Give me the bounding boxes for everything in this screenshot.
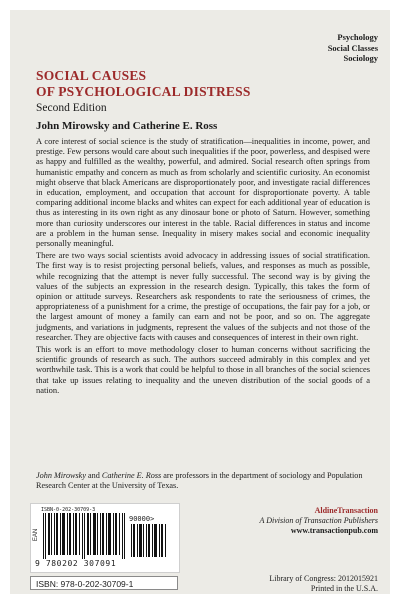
blurb-paragraph: A core interest of social science is the study of stratification—inequalities in income, power, and prestige. Few persons would care about such inequalities if the poor, powerless, and despised were as happy and fulfilled as the wealthy, powerful, and admired. Social research often springs from humanistic empathy and concern as much as from scholarly and scientific curiosity. An economist might observe that black Americans are disproportionately poor, and investigate racial differences in education, employment, and occupation that account for disproportionate poverty. A table comparing additional income blacks and whites can expect for each additional year of education is thus as interesting in its own right as any dinosaur bone or photo of Saturn. However, something more than curiosity underscores our interest in the table. Racial differences in status and income are a problem in the human sense. Inequality in misery makes social and economic inequality personally meaningful. xyxy=(36,136,370,249)
subject-item: Sociology xyxy=(343,53,378,63)
isbn-label: ISBN: 978-0-202-30709-1 xyxy=(30,576,178,590)
bio-author-1: John Mirowsky xyxy=(36,471,86,480)
barcode-digits: 9 780202 307091 xyxy=(35,559,117,568)
bio-author-2: Catherine E. Ross xyxy=(101,471,162,480)
barcode-isbn-text: ISBN-0-202-30709-3 xyxy=(41,507,96,513)
publisher-name: AldineTransaction xyxy=(314,506,378,515)
barcode-price-code: 90000> xyxy=(129,515,155,523)
library-info xyxy=(269,574,378,594)
library-of-congress: Library of Congress: 2012015921 xyxy=(269,574,378,583)
blurb-paragraph: This work is an effort to move methodology closer to human concerns without sacrificing the scientific grounds of research as such. The authors succeed admirably in this complex and yet worthwhile task. This is a work that could be helpful to those in all branches of the social sciences that take up issues relating to inequality and the uneven distribution of the social goods of a nation. xyxy=(36,344,370,395)
publisher-url: www.transactionpub.com xyxy=(290,526,378,535)
blurb-paragraph: There are two ways social scientists avoid advocacy in addressing issues of social stratification. The first way is to resist projecting personal beliefs, values, and responses as much as possible, while recognizing that the attempt is never fully successful. The second way is by giving the values of the subjects an expression in the research design. Typically, this takes the form of opinion or attitude surveys. Researchers ask respondents to rate the seriousness of crimes, the appropriateness of a punishment for a crime, the prestige of occupations, the fair pay for a job, or the largest amount of money a family can earn and not be poor, and so on. The aggregate judgments, and variations in judgments, represent the values of the subjects and not those of the researcher. They are objective facts with causes and consequences of interest in their own right. xyxy=(36,250,370,342)
publisher-division: A Division of Transaction Publishers xyxy=(259,516,378,525)
subject-item: Psychology xyxy=(337,32,378,42)
author-bio xyxy=(36,471,370,491)
bio-rest: are professors in the department of sociology and Population Research Center at the University of Texas. xyxy=(36,471,363,490)
publisher-info xyxy=(259,506,378,536)
title-line: SOCIAL CAUSES xyxy=(36,68,147,83)
subject-item: Social Classes xyxy=(327,42,378,53)
book-back-cover xyxy=(10,10,390,594)
author-names: John Mirowsky and Catherine E. Ross xyxy=(36,120,218,132)
edition-label: Second Edition xyxy=(36,102,107,114)
title-line: OF PSYCHOLOGICAL DISTRESS xyxy=(36,84,251,99)
book-title xyxy=(36,68,251,100)
barcode xyxy=(30,503,180,573)
barcode-bars-icon xyxy=(43,513,127,559)
bio-and: and xyxy=(85,471,102,480)
blurb-text xyxy=(36,136,370,397)
price-barcode-icon xyxy=(131,524,167,557)
subject-categories xyxy=(328,32,378,64)
printed-in: Printed in the U.S.A. xyxy=(310,584,378,593)
barcode-ean-label: EAN xyxy=(33,528,40,542)
